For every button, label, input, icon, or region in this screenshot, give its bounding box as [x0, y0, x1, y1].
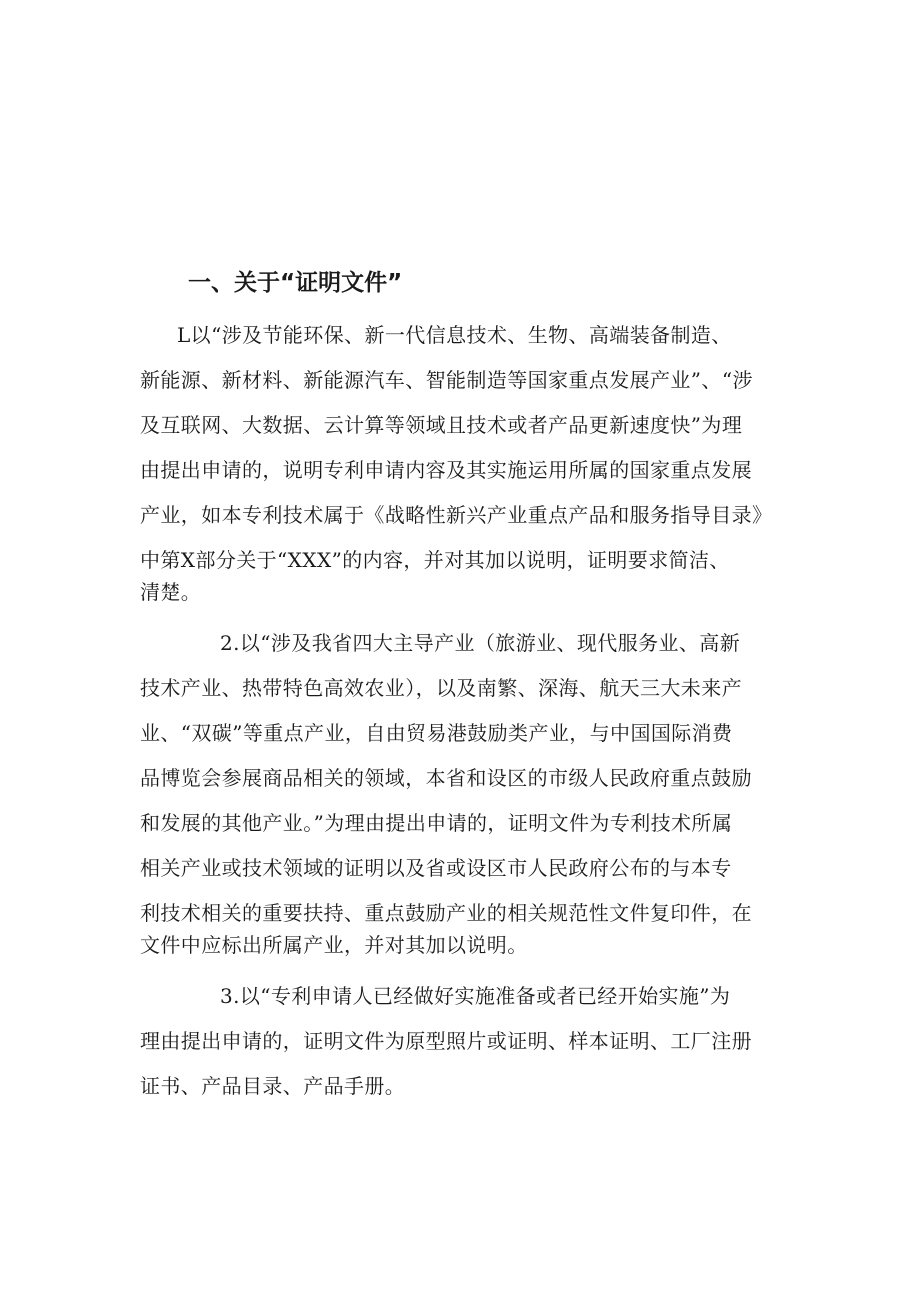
paragraph-1-line-7: 清楚。: [140, 580, 202, 604]
paragraph-2-line-5: 和发展的其他产业。”为理由提出申请的，证明文件为专利技术所属: [140, 811, 733, 835]
paragraph-1-line-2: 新能源、新材料、新能源汽车、智能制造等国家重点发展产业”、“涉: [140, 368, 753, 392]
paragraph-2-line-2: 技术产业、热带特色高效农业），以及南繁、深海、航天三大未来产: [140, 676, 742, 700]
paragraph-2-line-3: 业、“双碳”等重点产业，自由贸易港鼓励类产业，与中国国际消费: [140, 721, 733, 745]
paragraph-2-line-6: 相关产业或技术领域的证明以及省或设区市人民政府公布的与本专: [140, 856, 732, 880]
paragraph-3-line-3: 证书、产品目录、产品手册。: [140, 1074, 406, 1098]
paragraph-1-line-1: L以“涉及节能环保、新一代信息技术、生物、高端装备制造、: [177, 323, 732, 347]
paragraph-2-line-1: 2.以“涉及我省四大主导产业（旅游业、现代服务业、高新: [220, 631, 741, 655]
paragraph-2-line-7: 利技术相关的重要扶持、重点鼓励产业的相关规范性文件复印件，在: [140, 901, 752, 925]
paragraph-1-line-3: 及互联网、大数据、云计算等领域且技术或者产品更新速度快”为理: [140, 413, 743, 437]
paragraph-2-line-8: 文件中应标出所属产业，并对其加以说明。: [140, 933, 528, 957]
paragraph-2-line-4: 品博览会参展商品相关的领域，本省和设区的市级人民政府重点鼓励: [140, 766, 752, 790]
paragraph-1-line-4: 由提出申请的，说明专利申请内容及其实施运用所属的国家重点发展: [140, 458, 752, 482]
section-heading: 一、关于“证明文件”: [188, 270, 403, 296]
paragraph-3-line-1: 3.以“专利申请人已经做好实施准备或者已经开始实施”为: [220, 984, 731, 1008]
paragraph-1-line-6: 中第X部分关于“XXX”的内容，并对其加以说明，证明要求简洁、: [140, 548, 730, 572]
paragraph-1-line-5: 产业，如本专利技术属于《战略性新兴产业重点产品和服务指导目录》: [140, 503, 773, 527]
paragraph-3-line-2: 理由提出申请的，证明文件为原型照片或证明、样本证明、工厂注册: [140, 1029, 752, 1053]
